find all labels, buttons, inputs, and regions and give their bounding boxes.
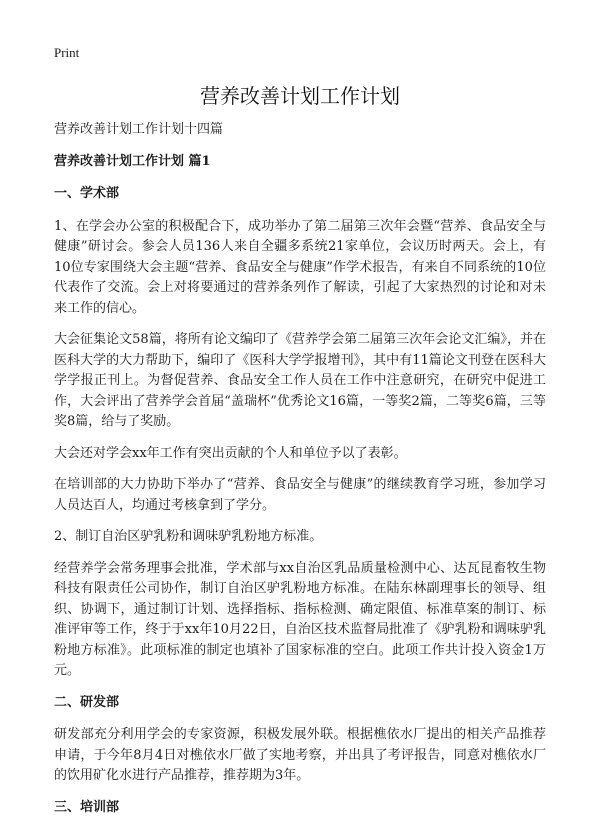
section-heading-academic: 一、学术部	[54, 186, 120, 201]
document-body	[54, 120, 546, 830]
paragraph-commendation: 大会还对学会xx年工作有突出贡献的个人和单位予以了表彰。	[54, 445, 407, 461]
paragraph-annual-meeting: 1、在学会办公室的积极配合下，成功举办了第二届第三次年会暨“营养、食品安全与健康”研讨会。参会人员136人来自全疆多系统21家单位，会议历时两天。会上，有10位专家围绕大会主题“营养、食品安全与健康”作学术报告，有来自不同系统的10位代表作了交流。会上对将要通过的营养条列作了解读，引起了大家热烈的讨论和对未来工作的信心。	[54, 218, 546, 316]
article-heading: 营养改善计划工作计划 篇1	[54, 153, 211, 169]
page-title: 营养改善计划工作计划	[200, 84, 400, 108]
paragraph-standard-detail: 经营养学会常务理事会批准，学术部与xx自治区乳品质量检测中心、达瓦昆畜牧生物科技有限责任公司协作，制订自治区驴乳粉地方标准。在陆东林副理事长的领导、组织、协调下，通过制订计划、选择指标、指标检测、确定限值、标准草案的制订、标准评审等工作，终于于xx年10月22日，自治区技术监督局批准了《驴乳粉和调味驴乳粉地方标准》。此项标准的制定也填补了国家标准的空白。此项工作共计投入资金1万元。	[54, 560, 546, 678]
print-link[interactable]: Print	[54, 45, 80, 60]
paragraph-papers: 大会征集论文58篇，将所有论文编印了《营养学会第二届第三次年会论文汇编》，并在医科大学的大力帮助下，编印了《医科大学学报增刊》，其中有11篇论文刊登在医科大学学报正刊上。为督促营养、食品安全工作人员在工作中注意研究，在研究中促进工作，大会评出了营养学会首届“盖瑞杯”优秀论文16篇，一等奖2篇，二等奖6篇，三等奖8篇，给与了奖励。	[54, 332, 546, 429]
section-heading-research: 二、研发部	[54, 694, 120, 710]
paragraph-research: 研发部充分利用学会的专家资源，积极发展外联。根据樵依水厂提出的相关产品推荐申请，于今年8月4日对樵依水厂做了实地考察，并出具了考评报告，同意对樵依水厂的饮用矿化水进行产品推荐，推荐期为3年。	[54, 727, 546, 783]
document-subtitle: 营养改善计划工作计划十四篇	[54, 122, 224, 137]
paragraph-standard-item: 2、制订自治区驴乳粉和调味驴乳粉地方标准。	[54, 529, 323, 544]
paragraph-training-class: 在培训部的大力协助下举办了“营养、食品安全与健康”的继续教育学习班，参加学习人员达百人，均通过考核拿到了学分。	[54, 477, 546, 513]
section-heading-training: 三、培训部	[54, 799, 120, 815]
